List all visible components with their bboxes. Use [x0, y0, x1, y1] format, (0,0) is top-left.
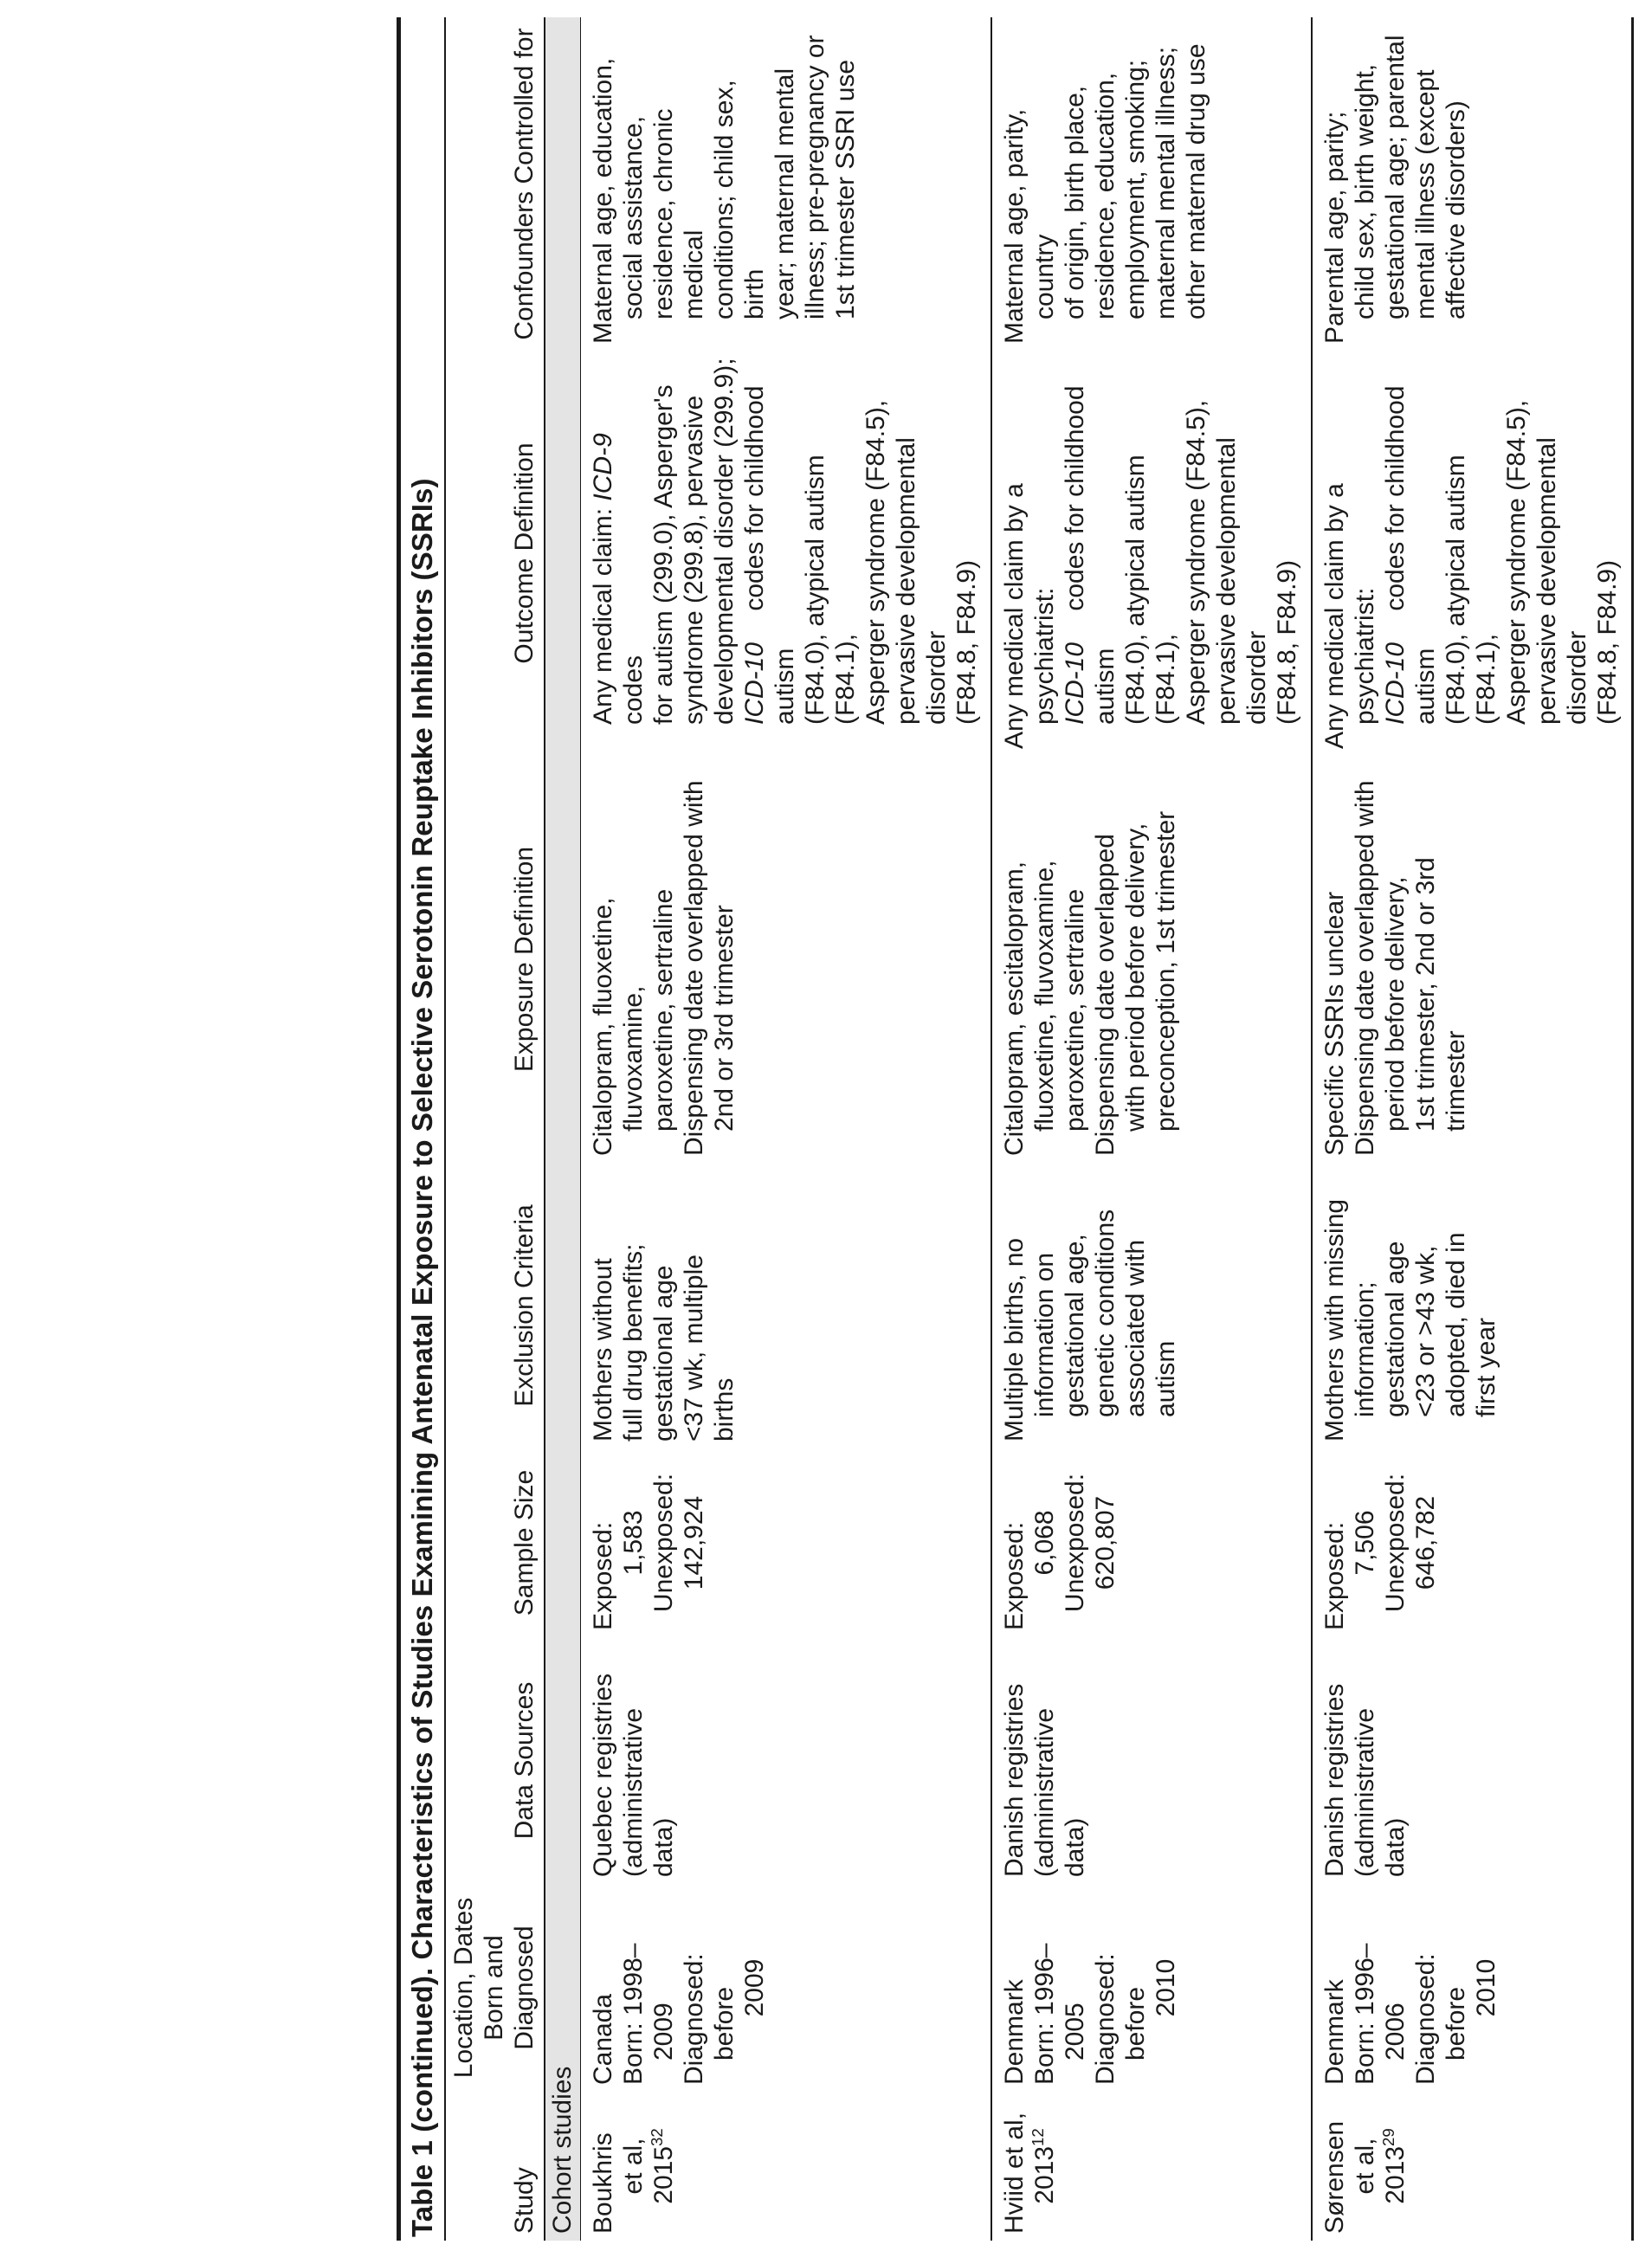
outcome-line: Asperger syndrome (F84.5),	[1502, 399, 1531, 725]
data-sources-line: (administrative	[619, 1707, 648, 1877]
study-reference: 12	[1029, 2128, 1047, 2146]
confounders-line: Maternal age, education,	[589, 57, 617, 344]
header-location-line: Born and	[480, 1935, 508, 2041]
exposure-line: Citalopram, escitalopram,	[1000, 861, 1029, 1156]
exclusion-line: gestational age	[649, 1265, 678, 1442]
cell-exclusion	[1312, 1163, 1633, 1448]
study-line: 2015	[649, 2145, 678, 2204]
location-line: Denmark	[1320, 1979, 1349, 2085]
header-exposure: Exposure Definition	[445, 756, 545, 1163]
confounders-line: 1st trimester SSRI use	[831, 59, 860, 319]
exposure-line: 2nd or 3rd trimester	[710, 905, 739, 1132]
data-sources-line: Danish registries	[1000, 1683, 1029, 1877]
cell-confounders	[581, 17, 992, 351]
cell-sample-size	[1312, 1448, 1633, 1637]
exclusion-line: autism	[1152, 1340, 1180, 1417]
study-line: Hviid et al,	[1000, 2112, 1029, 2234]
exclusion-line: full drug benefits;	[619, 1243, 648, 1442]
exclusion-line: Mothers without	[589, 1258, 617, 1442]
table-container	[397, 17, 1634, 2241]
exposure-line: Specific SSRIs unclear	[1320, 891, 1349, 1156]
confounders-line: Parental age, parity;	[1320, 111, 1349, 344]
location-line: Diagnosed: before	[1411, 1953, 1470, 2085]
cell-study	[581, 2092, 992, 2241]
section-label: Cohort studies	[545, 17, 581, 2241]
sample-size-line: Exposed:	[1320, 1521, 1349, 1630]
outcome-code-italic: ICD-9	[589, 433, 617, 501]
exclusion-line: adopted, died in	[1442, 1232, 1470, 1417]
table-row	[1312, 17, 1633, 2241]
confounders-line: affective disorders)	[1442, 100, 1470, 319]
exclusion-line: first year	[1472, 1317, 1500, 1417]
cell-data-sources	[991, 1637, 1312, 1884]
studies-table	[444, 17, 1634, 2241]
location-line: 2009	[740, 1958, 769, 2017]
exclusion-line: associated with	[1121, 1239, 1150, 1417]
header-confounders: Confounders Controlled for	[445, 17, 545, 351]
outcome-line: Asperger syndrome (F84.5),	[1182, 399, 1210, 725]
header-sample-size: Sample Size	[445, 1448, 545, 1637]
confounders-line: of origin, birth place,	[1061, 85, 1089, 319]
exclusion-line: <37 wk, multiple	[680, 1254, 708, 1442]
table-title: Table 1 (continued). Characteristics of Studies Examining Antenatal Exposure to Selective Serotonin Reuptake Inhibitors (SSRIs)	[397, 17, 444, 2241]
cell-location	[581, 1884, 992, 2092]
sample-size-line: Exposed:	[1000, 1521, 1029, 1630]
study-reference: 32	[648, 2128, 666, 2146]
exposure-line: preconception, 1st trimester	[1152, 810, 1180, 1132]
outcome-line: Asperger syndrome (F84.5),	[861, 399, 890, 725]
outcome-text: Any medical claim:	[589, 500, 617, 725]
cell-data-sources	[1312, 1637, 1633, 1884]
exclusion-line: information on	[1030, 1252, 1059, 1417]
cell-location	[991, 1884, 1312, 2092]
outcome-line: Any medical claim by a psychiatrist:	[1000, 483, 1059, 749]
cell-outcome	[1312, 351, 1633, 756]
cell-confounders	[1312, 17, 1633, 351]
table-row	[581, 17, 992, 2241]
confounders-line: social assistance,	[619, 115, 648, 319]
sample-size-line: 6,068	[1030, 1510, 1059, 1576]
outcome-code-italic: ICD-10	[1061, 642, 1089, 725]
study-line: Sørensen	[1320, 2120, 1349, 2234]
exposure-line: Dispensing date overlapped with	[1351, 780, 1379, 1156]
location-line: Denmark	[1000, 1979, 1029, 2085]
study-reference: 29	[1379, 2128, 1397, 2146]
exclusion-line: gestational age	[1381, 1241, 1410, 1417]
exposure-line: Dispensing date overlapped	[1091, 834, 1120, 1156]
sample-size-line: 620,807	[1091, 1495, 1120, 1590]
sample-size-line: Unexposed:	[649, 1473, 678, 1613]
header-location-line: Location, Dates	[449, 1897, 478, 2079]
location-line: Born: 1996–2005	[1030, 1943, 1089, 2085]
sample-size-line: Unexposed:	[1061, 1473, 1089, 1613]
sample-size-line: 142,924	[680, 1495, 708, 1590]
study-line: 2013	[1030, 2145, 1059, 2204]
header-outcome: Outcome Definition	[445, 351, 545, 756]
exclusion-line: <23 or >43 wk,	[1411, 1245, 1440, 1417]
study-line: et al,	[619, 2138, 648, 2195]
cell-location	[1312, 1884, 1633, 2092]
confounders-line: Maternal age, parity, country	[1000, 108, 1059, 344]
study-line: et al,	[1351, 2138, 1379, 2195]
cell-confounders	[991, 17, 1312, 351]
sample-size-line: 646,782	[1411, 1495, 1440, 1590]
exclusion-line: information;	[1351, 1281, 1379, 1417]
outcome-line: (F84.0), atypical autism (F84.1),	[801, 455, 860, 725]
outcome-text: codes for childhood autism	[1061, 385, 1120, 725]
sample-size-line: Unexposed:	[1381, 1473, 1410, 1613]
cell-study	[1312, 2092, 1633, 2241]
confounders-line: mental illness (except	[1411, 69, 1440, 319]
outcome-text: codes for childhood autism	[740, 385, 799, 725]
cell-outcome	[581, 351, 992, 756]
outcome-text: codes for childhood autism	[1381, 385, 1440, 725]
exposure-line: period before delivery,	[1381, 876, 1410, 1132]
outcome-line: Any medical claim by a psychiatrist:	[1320, 483, 1379, 749]
location-line: 2010	[1472, 1958, 1500, 2017]
cell-exposure	[1312, 756, 1633, 1163]
outcome-line: for autism (299.0), Asperger's	[649, 384, 678, 725]
confounders-line: employment, smoking;	[1121, 59, 1150, 319]
confounders-line: maternal mental illness;	[1152, 46, 1180, 319]
exclusion-line: births	[710, 1377, 739, 1442]
cell-outcome	[991, 351, 1312, 756]
location-line: Diagnosed: before	[1091, 1953, 1150, 2085]
exclusion-line: gestational age,	[1061, 1234, 1089, 1417]
confounders-line: other maternal drug use	[1182, 43, 1210, 319]
cell-sample-size	[991, 1448, 1312, 1637]
outcome-line: developmental disorder (299.9);	[710, 358, 739, 725]
header-exclusion: Exclusion Criteria	[445, 1163, 545, 1448]
outcome-line: syndrome (299.8), pervasive	[680, 395, 708, 725]
header-data-sources: Data Sources	[445, 1637, 545, 1884]
table-row	[991, 17, 1312, 2241]
outcome-line: pervasive developmental disorder	[1533, 437, 1591, 725]
data-sources-line: data)	[649, 1817, 678, 1877]
exposure-line: fluoxetine, fluvoxamine,	[1030, 860, 1059, 1132]
header-row	[445, 17, 545, 2241]
location-line: Diagnosed: before	[680, 1953, 739, 2085]
outcome-code-italic: ICD-10	[1381, 642, 1410, 725]
outcome-line: pervasive developmental disorder	[892, 437, 951, 725]
exposure-line: paroxetine, sertraline	[649, 888, 678, 1132]
confounders-line: illness; pre-pregnancy or	[801, 35, 829, 319]
exposure-line: 1st trimester, 2nd or 3rd trimester	[1411, 857, 1470, 1132]
header-location-line: Diagnosed	[510, 1925, 539, 2050]
sample-size-line: 1,583	[619, 1510, 648, 1576]
exclusion-line: Multiple births, no	[1000, 1237, 1029, 1442]
confounders-line: year; maternal mental	[771, 68, 799, 319]
location-line: Canada	[589, 1993, 617, 2085]
outcome-line: (F84.8, F84.9)	[952, 559, 981, 725]
sample-size-line: 7,506	[1351, 1510, 1379, 1576]
cell-exposure	[581, 756, 992, 1163]
data-sources-line: (administrative	[1351, 1707, 1379, 1877]
location-line: Born: 1998–2009	[619, 1943, 678, 2085]
header-study: Study	[445, 2092, 545, 2241]
outcome-text: codes	[619, 655, 648, 725]
confounders-line: child sex, birth weight,	[1351, 63, 1379, 319]
confounders-line: conditions; child sex, birth	[710, 80, 769, 319]
data-sources-line: (administrative	[1030, 1707, 1059, 1877]
confounders-line: residence, education,	[1091, 72, 1120, 319]
study-line: Boukhris	[589, 2132, 617, 2234]
data-sources-line: Quebec registries	[589, 1673, 617, 1877]
outcome-line: pervasive developmental disorder	[1212, 437, 1271, 725]
confounders-line: residence, chronic medical	[649, 108, 708, 319]
outcome-code-italic: ICD-10	[740, 642, 769, 725]
cell-exposure	[991, 756, 1312, 1163]
cell-exclusion	[991, 1163, 1312, 1448]
cell-sample-size	[581, 1448, 992, 1637]
data-sources-line: data)	[1061, 1817, 1089, 1877]
exclusion-line: genetic conditions	[1091, 1209, 1120, 1417]
study-line: 2013	[1381, 2145, 1410, 2204]
exclusion-line: Mothers with missing	[1320, 1198, 1349, 1442]
exposure-line: Dispensing date overlapped with	[680, 780, 708, 1156]
exposure-line: paroxetine, sertraline	[1061, 888, 1089, 1132]
cell-exclusion	[581, 1163, 992, 1448]
sample-size-line: Exposed:	[589, 1521, 617, 1630]
section-row	[545, 17, 581, 2241]
data-sources-line: Danish registries	[1320, 1683, 1349, 1877]
outcome-line: (F84.0), atypical autism (F84.1),	[1442, 455, 1500, 725]
header-location	[445, 1884, 545, 2092]
outcome-line: (F84.8, F84.9)	[1593, 559, 1622, 725]
cell-data-sources	[581, 1637, 992, 1884]
outcome-line: (F84.8, F84.9)	[1273, 559, 1301, 725]
data-sources-line: data)	[1381, 1817, 1410, 1877]
location-line: 2010	[1152, 1958, 1180, 2017]
exposure-line: Citalopram, fluoxetine, fluvoxamine,	[589, 897, 648, 1156]
cell-study	[991, 2092, 1312, 2241]
outcome-line: (F84.0), atypical autism (F84.1),	[1121, 455, 1180, 725]
exposure-line: with period before delivery,	[1121, 822, 1150, 1132]
confounders-line: gestational age; parental	[1381, 35, 1410, 319]
location-line: Born: 1996–2006	[1351, 1943, 1410, 2085]
